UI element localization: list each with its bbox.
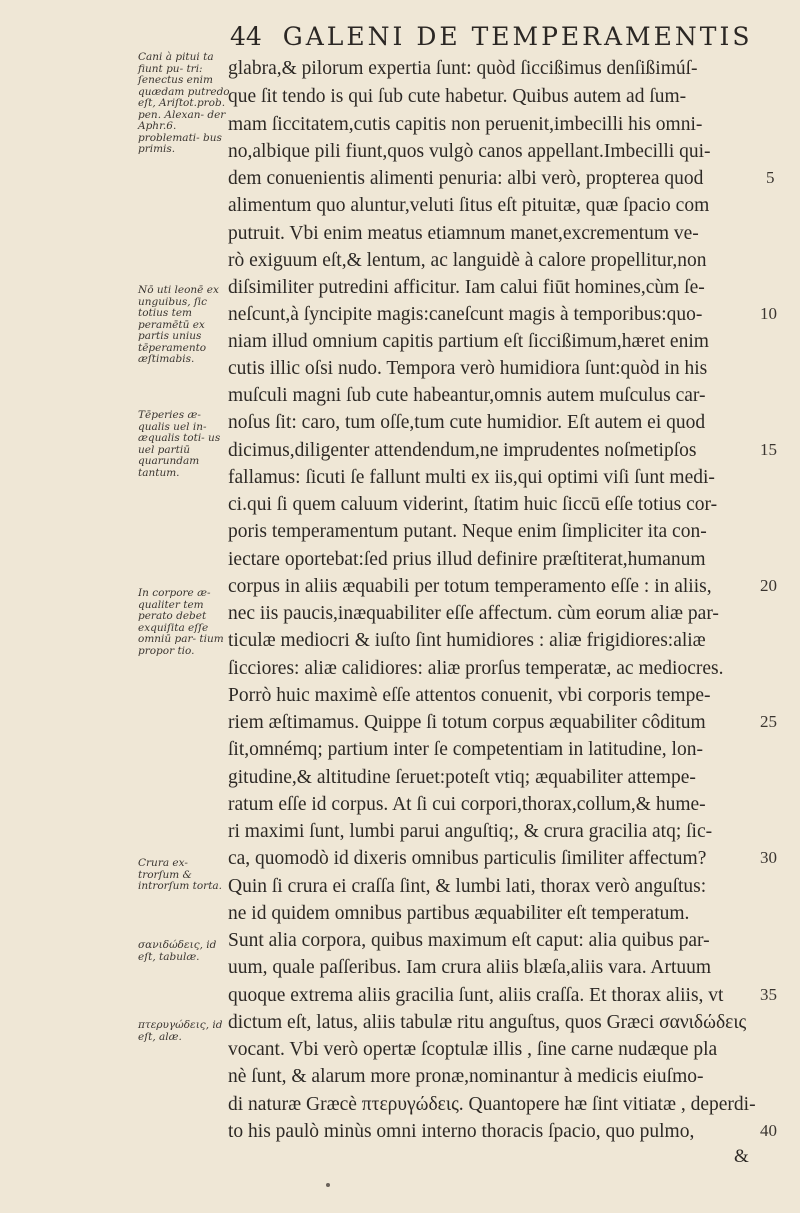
margin-note: Tēperies æ- qualis uel in- æqualis toti- us uel partiū quarundam tantum. [138,409,221,479]
text-line: putruit. Vbi enim meatus etiamnum manet,excrementum ve- [228,223,699,244]
line-number: 40 [760,1121,777,1140]
text-line: uum, quale paſſeribus. Iam crura aliis blæſa,aliis vara. Artuum [228,957,712,978]
text-line: diſsimiliter putredini afficitur. Iam calui fiūt homines,cùm ſe- [228,277,705,298]
text-line: dicimus,diligenter attendendum,ne imprudentes noſmetipſos [228,440,697,461]
text-line: mam ſiccitatem,cutis capitis non peruenit,imbecilli his omni- [228,114,703,135]
text-line: Sunt alia corpora, quibus maximum eſt caput: alia quibus par- [228,930,710,951]
text-line: ſicciores: aliæ calidiores: aliæ prorſus temperatæ, ac mediocres. [228,658,724,679]
text-line: nec iis paucis,inæquabiliter eſſe affectum. cùm eorum aliæ par- [228,603,719,624]
line-number: 10 [760,304,777,323]
catchword: & [734,1146,749,1167]
text-line: muſculi magni ſub cute habeantur,omnis autem muſculus car- [228,385,706,406]
line-number: 5 [766,168,775,187]
margin-note: πτερυγώδεις, id eſt, alæ. [138,1019,223,1043]
running-title: GALENI DE TEMPERAMENTIS [282,22,753,51]
text-line: ci.qui ſi quem caluum viderint, ſtatim huic ſiccū eſſe totius cor- [228,494,718,515]
text-line: gitudine,& altitudine ſeruet:poteſt vtiq; æquabiliter attempe- [228,767,696,788]
text-line: ſit,omnémq; partium inter ſe competentiam in latitudine, lon- [228,739,703,760]
text-line: ri maximi ſunt, lumbi parui anguſtiq;, & crura gracilia atq; ſic- [228,821,713,842]
running-header [230,22,753,51]
text-line: ratum eſſe id corpus. At ſi cui corpori,thorax,collum,& hume- [228,794,706,815]
text-line: di naturæ Græcè πτερυγώδεις. Quantopere hæ ſint vitiatæ , deperdi- [228,1094,756,1115]
text-line: fallamus: ſicuti ſe fallunt multi ex iis,qui optimi viſi ſunt medi- [228,467,715,488]
margin-note: Crura ex- trorſum & introrſum torta. [138,857,223,892]
text-line: niam illud omnium capitis partium eſt ſiccißimum,hæret enim [228,331,709,352]
text-line: alimentum quo aluntur,veluti ſitus eſt pituitæ, quæ ſpacio com [228,195,710,216]
margin-note: σανιδώδεις, id eſt, tabulæ. [138,939,217,963]
text-line: rò exiguum eſt,& lentum, ac languidè à calore propellitur,non [228,250,707,271]
text-line: neſcunt,à ſyncipite magis:caneſcunt magis à temporibus:quo- [228,304,703,325]
text-line: que ſit tendo is qui ſub cute habetur. Quibus autem ad ſum- [228,86,687,107]
line-number: 25 [760,712,777,731]
text-line: poris temperamentum putant. Neque enim ſimpliciter ita con- [228,521,707,542]
line-number: 35 [760,985,777,1004]
text-line: ne id quidem omnibus partibus æquabiliter eſt temperatum. [228,903,690,924]
text-line: to his paulò minùs omni interno thoracis ſpacio, quo pulmo, [228,1121,695,1142]
text-line: dictum eſt, latus, aliis tabulæ ritu anguſtus, quos Græci σανιδώδεις [228,1012,747,1033]
text-line: dem conuenientis alimenti penuria: albi verò, propterea quod [228,168,704,189]
text-line: nè ſunt, & alarum more pronæ,nominantur à medicis eiuſmo- [228,1066,704,1087]
line-number: 20 [760,576,777,595]
text-line: riem æſtimamus. Quippe ſi totum corpus æquabiliter côditum [228,712,706,733]
text-line: vocant. Vbi verò opertæ ſcoptulæ illis , ſine carne nudæque pla [228,1039,718,1060]
text-line: cutis illic oſsi nudo. Tempora verò humidiora ſunt:quòd in his [228,358,708,379]
text-line: quoque extrema aliis gracilia ſunt, aliis craſſa. Et thorax aliis, vt [228,985,724,1006]
text-line: ticulæ mediocri & iuſto ſint humidiores : aliæ frigidiores:aliæ [228,630,706,651]
text-line: no,albique pili fiunt,quos vulgò canos appellant.Imbecilli qui- [228,141,711,162]
text-line: glabra,& pilorum expertia ſunt: quòd ſiccißimus denſißimúſ- [228,58,698,79]
text-line: ca, quomodò id dixeris omnibus particulis ſimiliter affectum? [228,848,707,869]
page-number: 44 [230,22,262,51]
text-line: Porrò huic maximè eſſe attentos conuenit, vbi corporis tempe- [228,685,711,706]
line-number: 30 [760,848,777,867]
line-number: 15 [760,440,777,459]
text-line: Quin ſi crura ei craſſa ſint, & lumbi lati, thorax verò anguſtus: [228,876,707,897]
margin-note: In corpore æ- qualiter tem perato debet exquiſita eſſe omniū par- tium propor tio. [138,587,224,657]
margin-note: Cani à pitui ta fiunt pu- tri: ſenectus enim quædam putredo eſt, Ariſtot.prob. pen. Alexan- der Aphr.6. problemati- bus primis. [138,51,230,155]
text-line: iectare oportebat:ſed prius illud definire præſtiterat,humanum [228,549,706,570]
text-line: corpus in aliis æquabili per totum temperamento eſſe : in aliis, [228,576,712,597]
text-line: noſus ſit: caro, tum oſſe,tum cute humidior. Eſt autem ei quod [228,412,706,433]
margin-note: Nō uti leonē ex unguibus, ſic totius tem peramētū ex partis unius tēperamento æſtimabis. [138,284,219,365]
ink-speck [326,1183,330,1187]
